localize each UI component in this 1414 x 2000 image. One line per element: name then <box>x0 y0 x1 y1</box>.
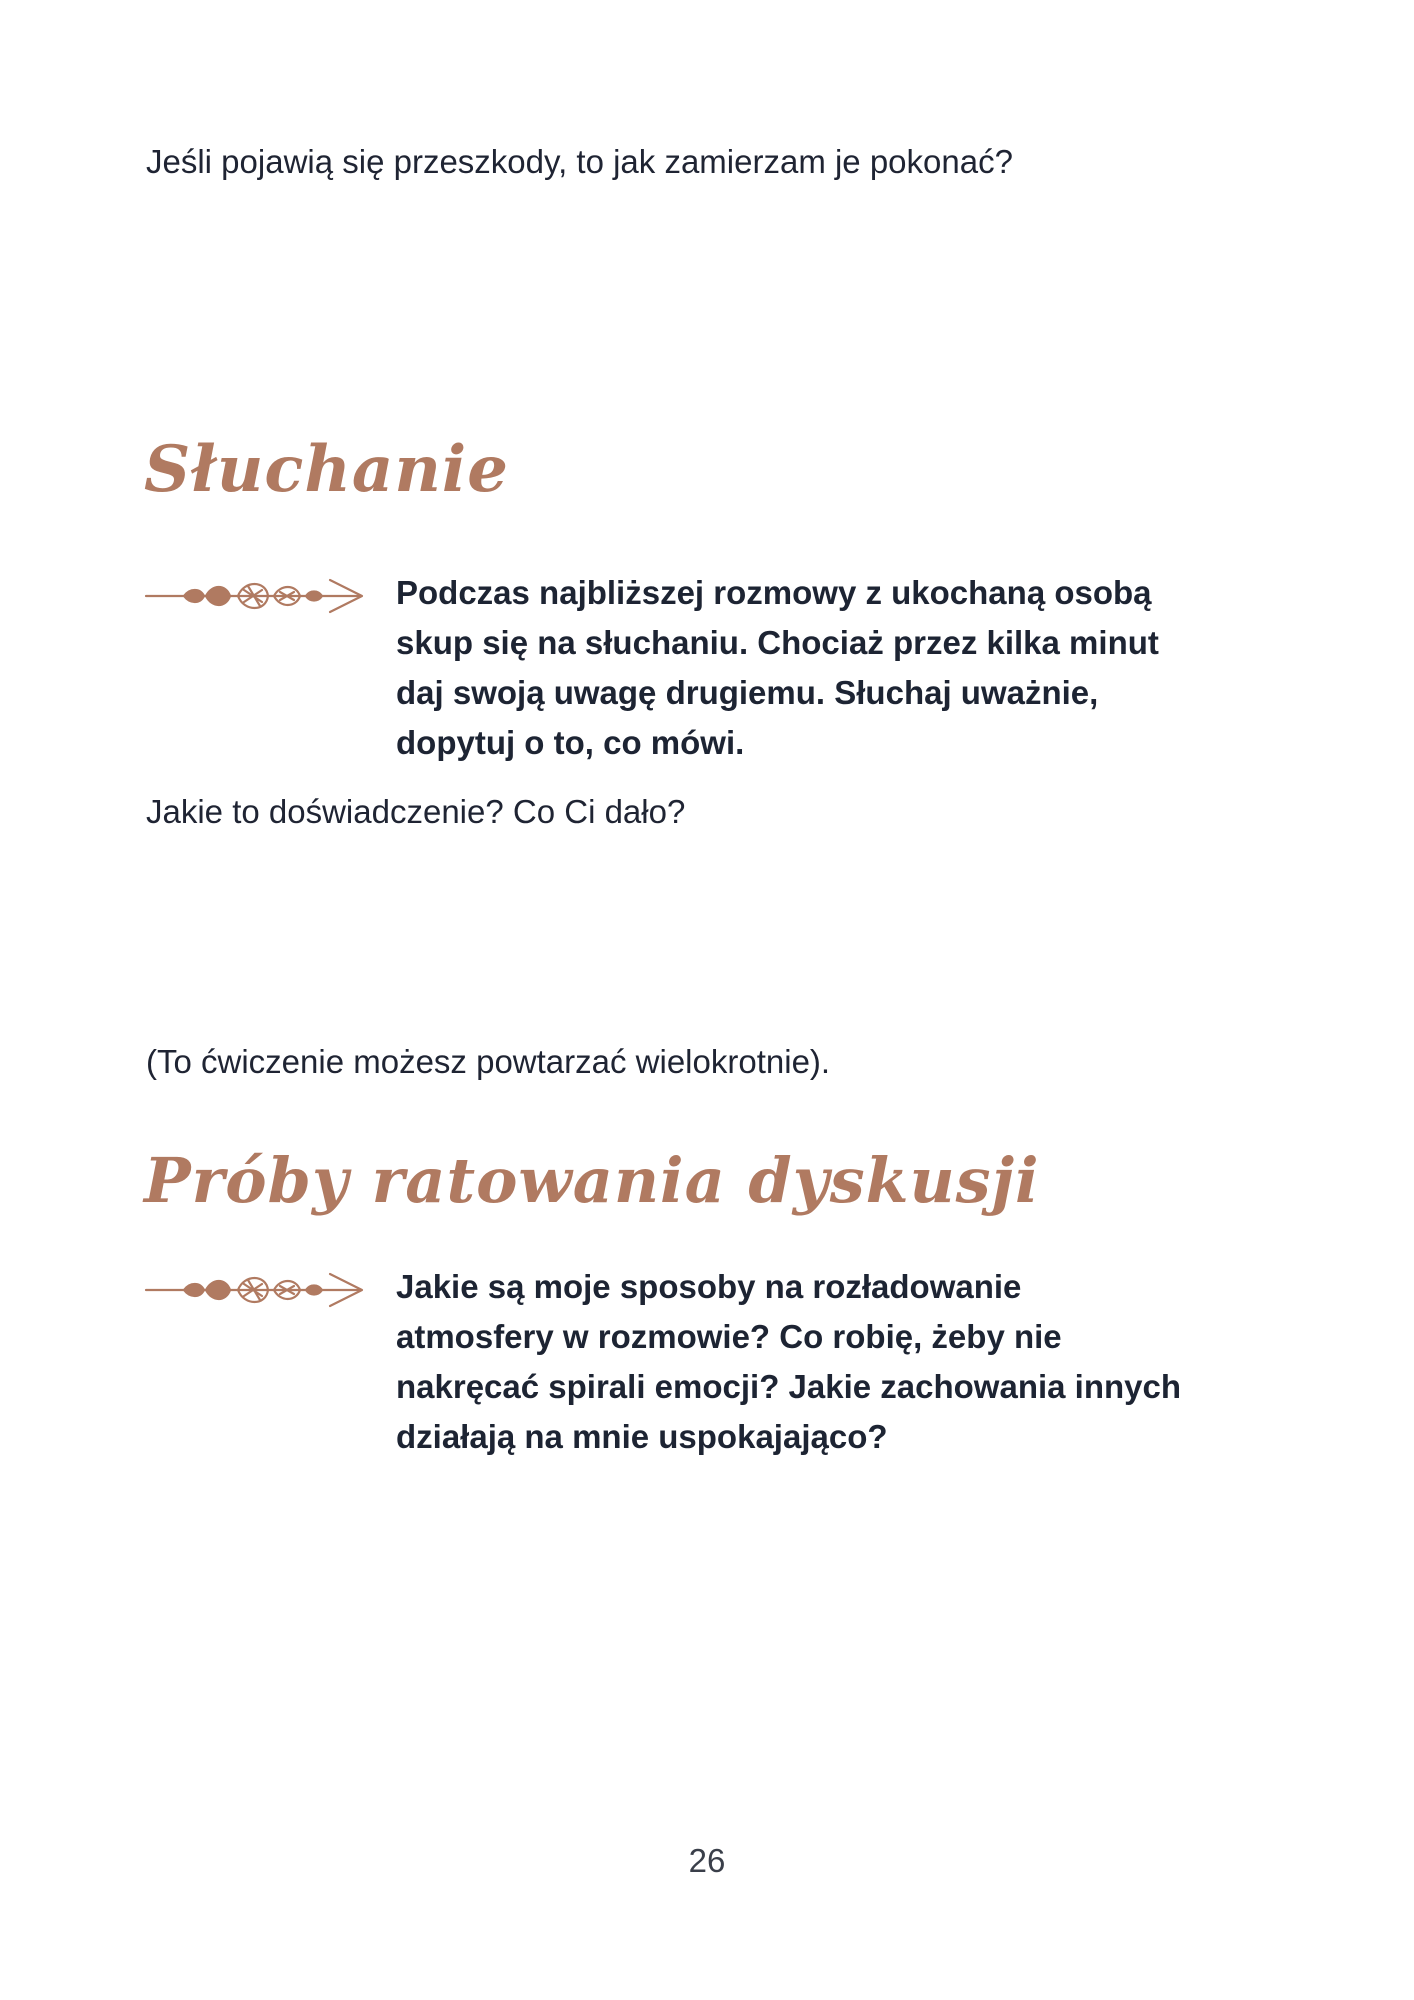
page-number: 26 <box>688 1842 726 1879</box>
question-obstacles: Jeśli pojawią się przeszkody, to jak zamierzam je pokonać? <box>146 143 1013 180</box>
sprig-arrow-icon <box>144 566 368 626</box>
exercise-note: (To ćwiczenie możesz powtarzać wielokrotnie). <box>146 1043 831 1080</box>
prompt-line: nakręcać spirali emocji? Jakie zachowania innych <box>396 1368 1182 1405</box>
prompt-line: daj swoją uwagę drugiemu. Słuchaj uważnie, <box>396 674 1099 711</box>
prompt-line: dopytuj o to, co mówi. <box>396 724 745 761</box>
prompt-line: działają na mnie uspokajająco? <box>396 1418 888 1455</box>
section-prompt-sluchanie <box>396 568 1316 768</box>
prompt-line: atmosfery w rozmowie? Co robię, żeby nie <box>396 1318 1062 1355</box>
question-experience: Jakie to doświadczenie? Co Ci dało? <box>146 793 686 830</box>
prompt-line: Jakie są moje sposoby na rozładowanie <box>396 1268 1022 1305</box>
section-heading-proby-ratowania-dyskusji: Próby ratowania dyskusji <box>144 1144 1040 1217</box>
section-heading-sluchanie: Słuchanie <box>144 432 509 507</box>
section-prompt-proby-ratowania <box>396 1262 1316 1462</box>
prompt-line: Podczas najbliższej rozmowy z ukochaną osobą <box>396 574 1152 611</box>
prompt-line: skup się na słuchaniu. Chociaż przez kilka minut <box>396 624 1159 661</box>
sprig-arrow-icon <box>144 1260 368 1320</box>
